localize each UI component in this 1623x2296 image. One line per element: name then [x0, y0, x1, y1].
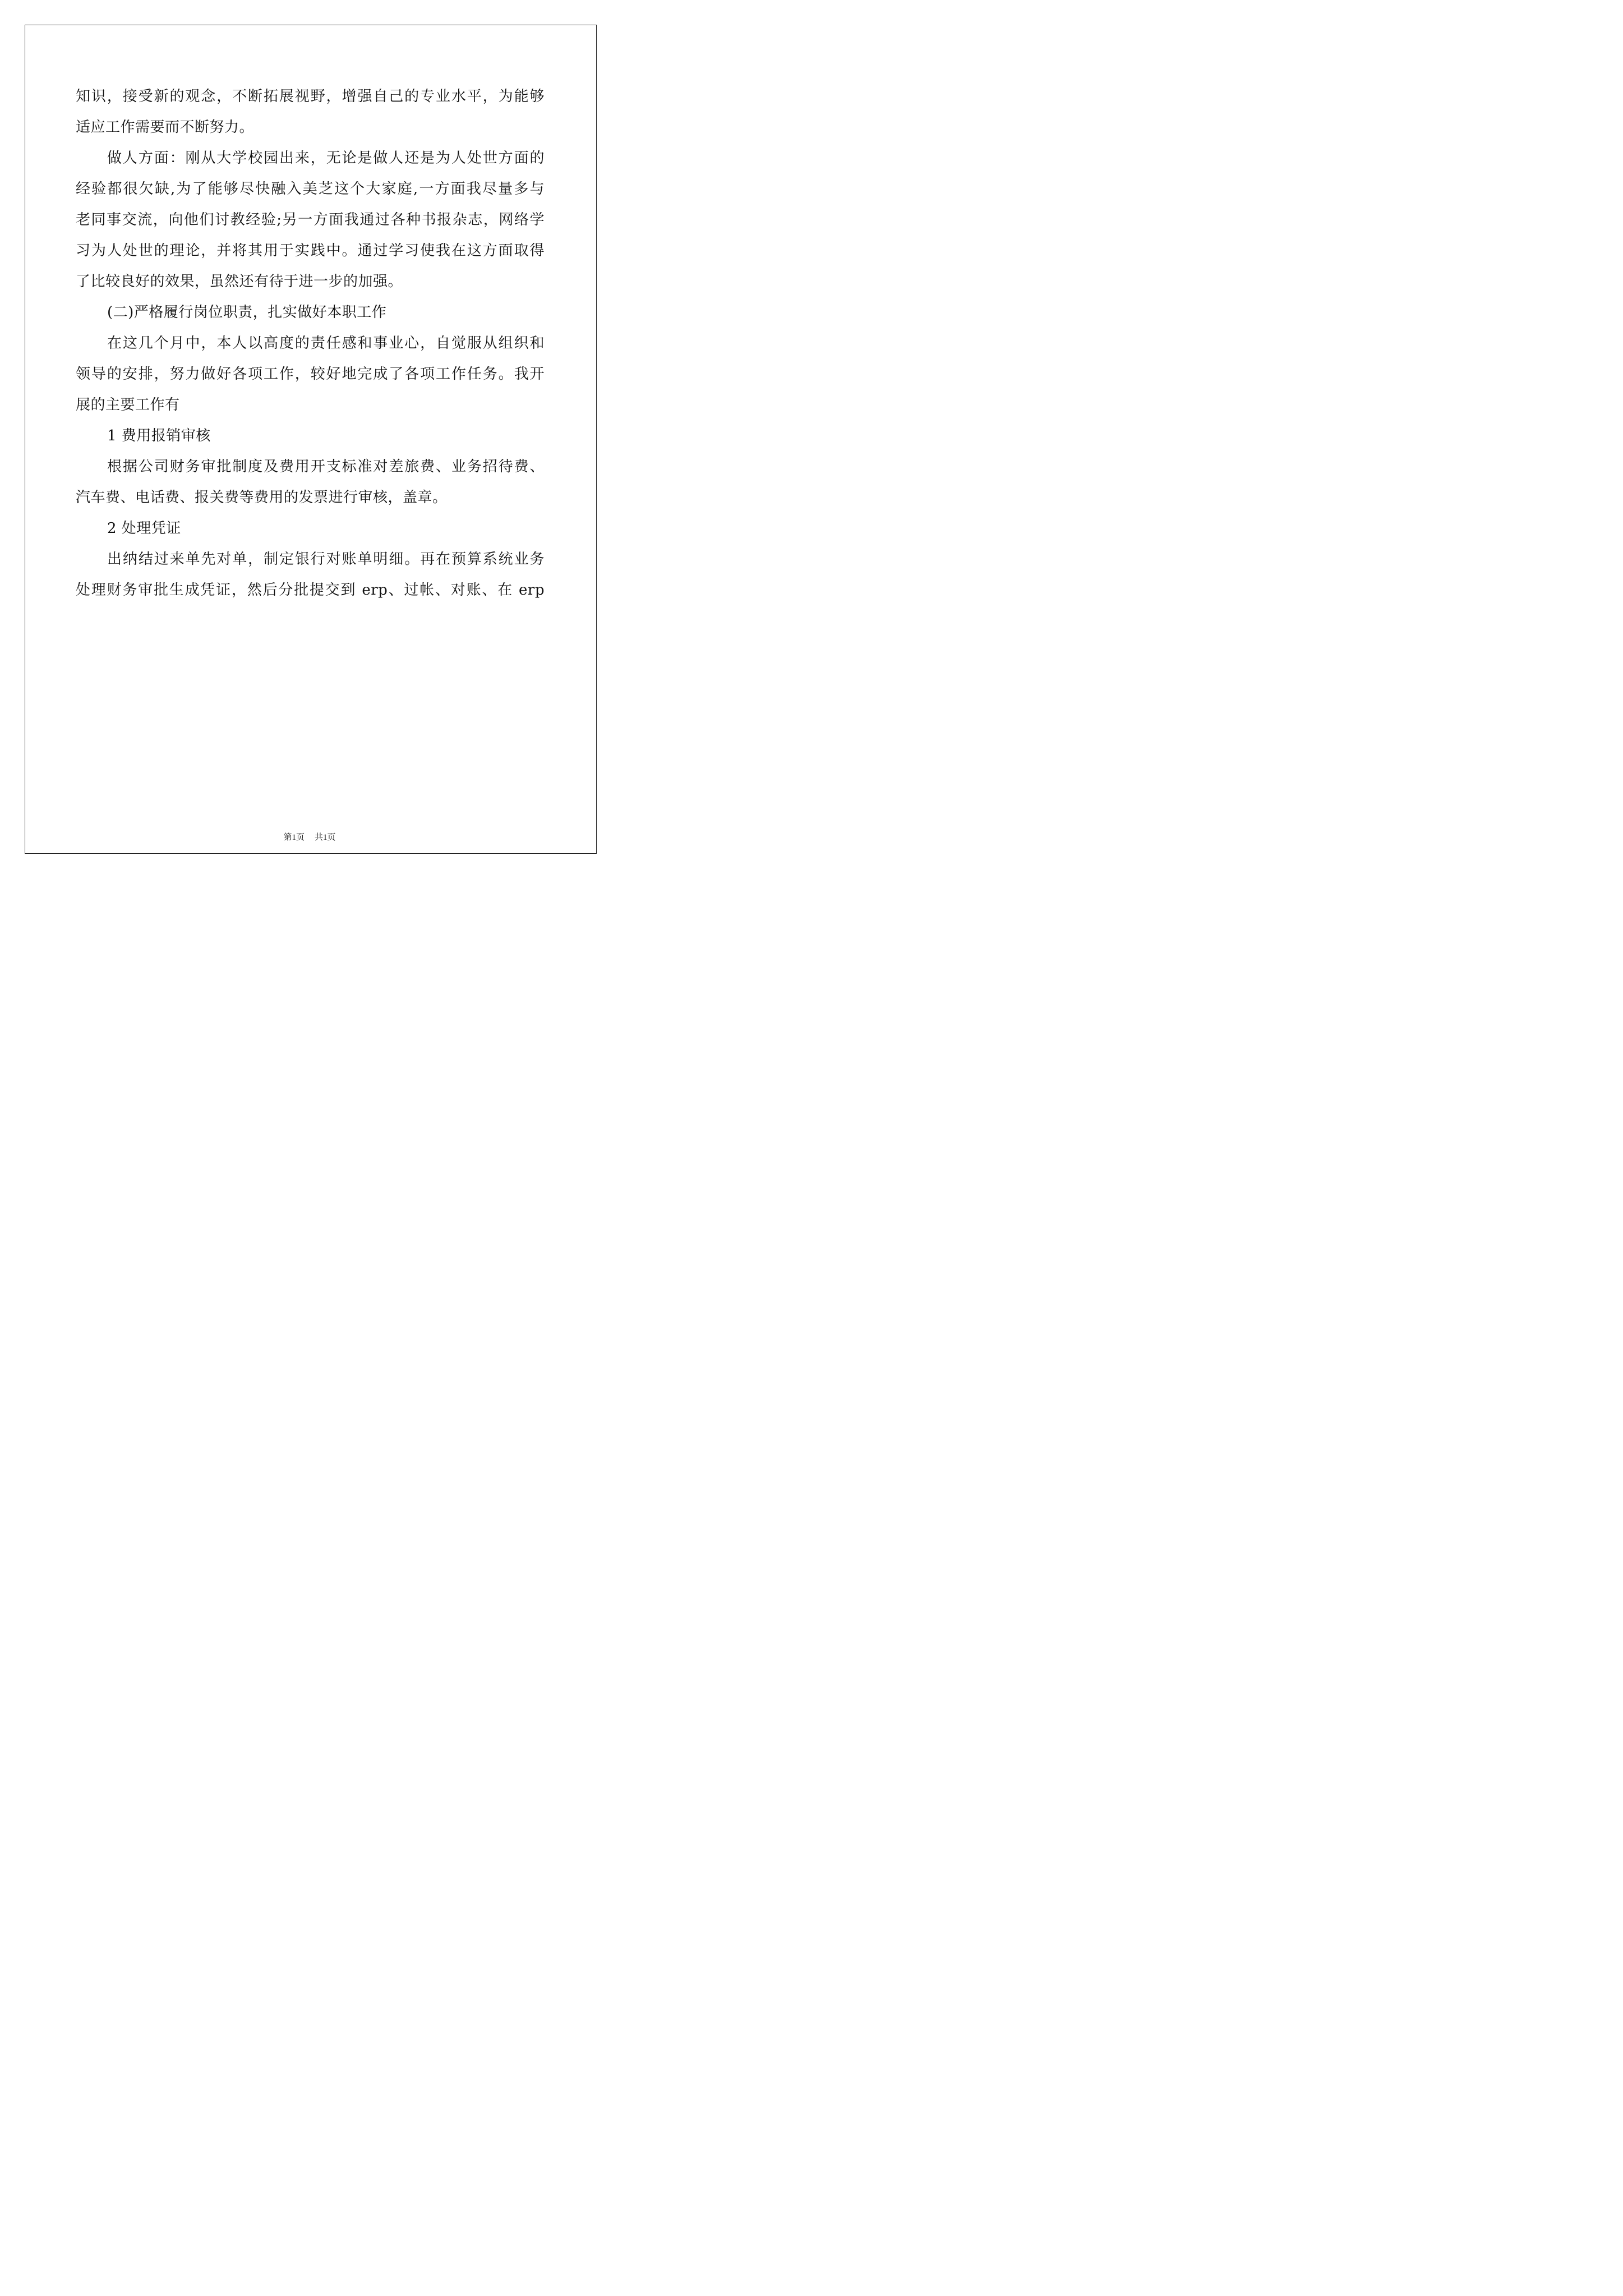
text-line: 在这几个月中，本人以高度的责任感和事业心，自觉服从组织和 — [107, 335, 545, 352]
text-line: 老同事交流，向他们讨教经验;另一方面我通过各种书报杂志，网络学 — [76, 211, 545, 228]
item-heading: 1 费用报销审核 — [107, 427, 211, 444]
page-footer — [0, 831, 619, 843]
text-line: 展的主要工作有 — [76, 397, 180, 413]
text-line: 出纳结过来单先对单，制定银行对账单明细。再在预算系统业务 — [107, 551, 545, 568]
text-line: 领导的安排，努力做好各项工作，较好地完成了各项工作任务。我开 — [76, 366, 545, 383]
text-line: 做人方面：刚从大学校园出来，无论是做人还是为人处世方面的 — [107, 150, 545, 167]
document-body — [76, 81, 545, 606]
text-line: 汽车费、电话费、报关费等费用的发票进行审核，盖章。 — [76, 489, 448, 506]
section-heading: (二)严格履行岗位职责，扎实做好本职工作 — [107, 304, 387, 321]
text-line: 知识，接受新的观念，不断拓展视野，增强自己的专业水平，为能够 — [76, 88, 545, 105]
page-number: 第1页 — [283, 833, 305, 842]
text-line: 根据公司财务审批制度及费用开支标准对差旅费、业务招待费、 — [107, 458, 545, 475]
text-line: 经验都很欠缺,为了能够尽快融入美芝这个大家庭,一方面我尽量多与 — [76, 181, 545, 197]
text-line: 了比较良好的效果，虽然还有待于进一步的加强。 — [76, 273, 403, 290]
text-line: 习为人处世的理论，并将其用于实践中。通过学习使我在这方面取得 — [76, 242, 545, 259]
page-total: 共1页 — [315, 833, 336, 842]
text-line: 处理财务审批生成凭证，然后分批提交到 erp、过帐、对账、在 erp — [76, 582, 545, 599]
text-line: 适应工作需要而不断努力。 — [76, 119, 255, 136]
item-heading: 2 处理凭证 — [107, 520, 181, 537]
